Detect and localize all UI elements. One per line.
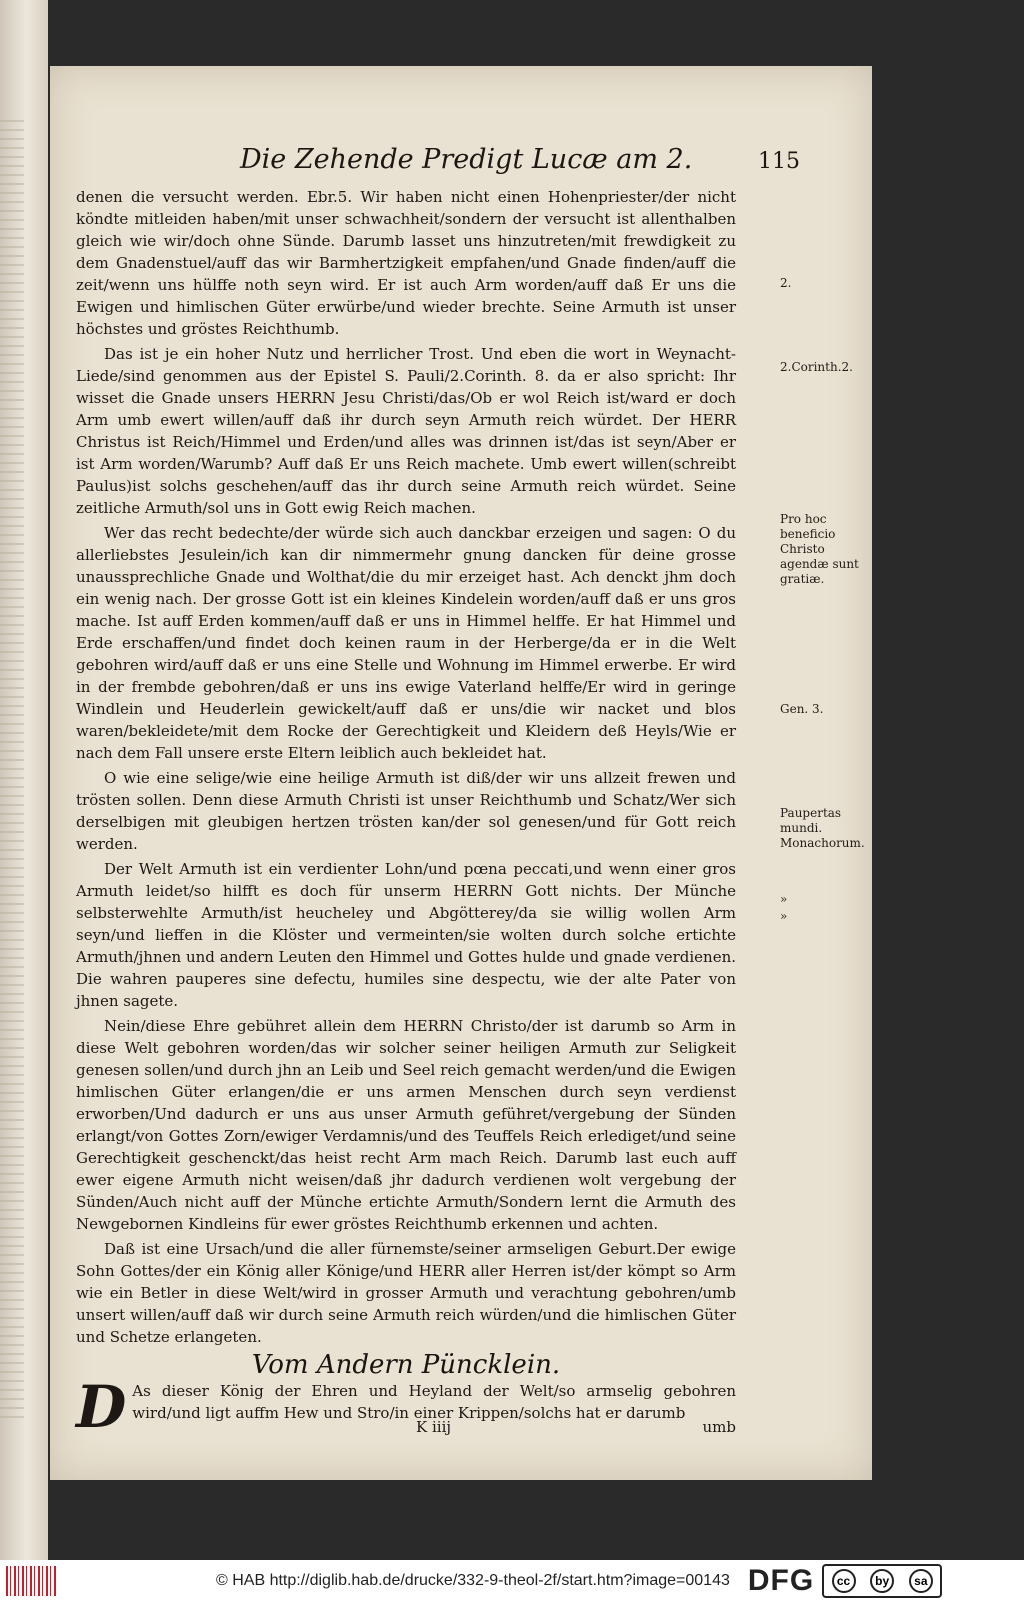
by-icon: by [870, 1569, 894, 1593]
facing-page-edge [0, 0, 48, 1560]
page-header [240, 144, 800, 180]
cc-icon: cc [832, 1569, 856, 1593]
cc-license-badge[interactable] [822, 1564, 942, 1598]
marginal-quote-mark: » [780, 892, 788, 906]
section-heading: Vom Andern Püncklein. [251, 1350, 561, 1380]
sa-icon: sa [909, 1569, 933, 1593]
facing-page-text-strip [0, 120, 24, 1420]
paragraph: O wie eine selige/wie eine heilige Armuth ist diß/der wir uns allzeit frewen und trösten sollen. Denn diese Armuth Christi ist unser Reichthumb und Schatz/Wer sich derselbigen mit gleubigen hertzen trösten kan/der sol genesen/und für Gott reich werden. [76, 769, 736, 853]
dfg-logo: DFG [747, 1563, 815, 1597]
book-page [50, 66, 872, 1480]
paragraph: Daß ist eine Ursach/und die aller fürnemste/seiner armseligen Geburt.Der ewige Sohn Gottes/der ein König aller Könige/und HERR aller Herren ist/der kömpt so Arm wie ein Betler in diese Welt/wird in grosser Armuth und verachtung gebohren/umb unsert willen/auff daß wir durch seine Armuth reich würden/und die himlischen Güter und Schetze erlangeten. [76, 1240, 736, 1346]
page-footer-line [76, 1418, 736, 1442]
marginal-note: 2.Corinth.2. [780, 360, 853, 374]
barcode-logo [6, 1566, 56, 1596]
main-text [76, 186, 736, 1441]
running-title: Die Zehende Predigt Lucæ am 2. [240, 144, 693, 175]
marginal-note: 2. [780, 276, 792, 290]
viewer-footer [0, 1560, 1024, 1601]
drop-cap-initial: D [76, 1373, 127, 1441]
paragraph: Das ist je ein hoher Nutz und herrlicher Trost. Und eben die wort in Weynacht-Liede/sind genommen aus der Epistel S. Pauli/2.Corinth. 8. da er also spricht: Ihr wisset die Gnade unsers HERRN Jesu Christi/das/Ob er wol Reich ist/ward er doch Arm umb ewert willen/auff daß ihr durch seyn Armuth reich würdet. Der HERR Christus ist Reich/Himmel und Erden/und alles was drinnen ist/das ist seyn/Aber er ist Arm worden/Warumb? Auff daß Er uns Reich machete. Umb ewert willen(schreibt Paulus)ist solchs geschehen/auff das ihr durch seine Armuth reich würdet. Seine zeitliche Armuth/sol uns in Gott ewig Reich machen. [76, 345, 736, 517]
paragraph: Nein/diese Ehre gebühret allein dem HERRN Christo/der ist darumb so Arm in diese Welt gebohren worden/das wir solcher seiner heiligen Armuth zur Seligkeit genesen sollen/und durch jhn an Leib und Seel reich gemacht werden/und die Ewigen himlischen Güter erlangen/die er uns armen Menschen durch seyn verdienst erworben/Und dadurch er uns aus unser Armuth geführet/vergebung der Sünden erlangt/von Gottes Zorn/ewiger Verdamnis/und des Teuffels Reich erlediget/und seine Gerechtigkeit geschenckt/das heist recht Arm mach Reich. Darumb last euch auff ewer eigene Armuth nicht weisen/daß jhr dadurch verdienen wolt vergebung der Sünden/Auch nicht auff der Münche ertichte Armuth/Sondern lernt die Armuth des Newgebornen Kindleins für ewer gröstes Reichthumb erkennen und achten. [76, 1017, 736, 1233]
signature-mark: K iiij [416, 1418, 452, 1436]
marginal-note: Paupertas mundi. Monachorum. [780, 806, 865, 850]
section-opening-text: As dieser König der Ehren und Heyland der Welt/so armselig gebohren wird/und ligt auffm Hew und Stro/in einer Krippen/solchs hat er darumb [132, 1382, 736, 1422]
paragraph: Wer das recht bedechte/der würde sich auch danckbar erzeigen und sagen: O du allerliebstes Jesulein/ich kan dir nimmermehr gnung dancken für deine grosse unaussprechliche Gnade und Wolthat/die du mir erzeiget hast. Ach denckt jhm doch ein wenig nach. Der grosse Gott ist ein kleines Kindelein worden/auff daß er uns gros mache. Ist auff Erden kommen/auff daß er uns in Himmel helffe. Er hat Himmel und Erde erschaffen/und findet doch keinen raum in der Herberge/da er in die Welt gebohren wird/auff daß er uns eine Stelle und Wohnung im Himmel erwerbe. Er wird in der frembde gebohren/daß er uns ins ewige Vaterland helffe/Er wird in geringe Windlein und Heuderlein gewickelt/auff daß er uns/die wir nacket und blos waren/bekleidete/mit dem Rocke der Gerechtigkeit und Kleidern deß Heyls/Wie er nach dem Fall unsere erste Eltern leiblich auch bekleidet hat. [76, 524, 736, 762]
marginal-note: Gen. 3. [780, 702, 824, 716]
marginal-quote-mark: » [780, 909, 788, 923]
catchword: umb [702, 1418, 736, 1436]
paragraph: Der Welt Armuth ist ein verdienter Lohn/und pœna peccati,und wenn einer gros Armuth leidet/so hilfft es doch für unserm HERRN Gott nichts. Der Münche selbsterwehlte Armuth/ist heucheley und Abgötterey/da sie willig wollen Arm seyn/und lieffen in die Klöster und vermeinten/sie wolten durch solche ertichte Armuth/jhnen und andern Leuten den Himmel und Gottes hulde und gnade verdienen. Die wahren pauperes sine defectu, humiles sine despectu, wie der alte Pater von jhnen sagete. [76, 860, 736, 1010]
marginal-note: Pro hoc beneficio Christo agendæ sunt gratiæ. [780, 512, 859, 586]
paragraph: denen die versucht werden. Ebr.5. Wir haben nicht einen Hohenpriester/der nicht köndte mitleiden haben/mit unser schwachheit/sondern der versucht ist allenthalben gleich wie wir/doch ohne Sünde. Darumb lasset uns hinzutreten/mit frewdigkeit zu dem Gnadenstuel/auff das wir Barmhertzigkeit empfahen/und Gnade finden/auff die zeit/wenn uns hülffe noth seyn wird. Er ist auch Arm worden/auff daß Er uns die Ewigen und himlischen Güter erwürbe/und wieder brechte. Seine Armuth ist unser höchstes und gröstes Reichthumb. [76, 188, 736, 338]
copyright-link[interactable]: © HAB http://diglib.hab.de/drucke/332-9-theol-2f/start.htm?image=00143 [216, 1571, 730, 1589]
page-number: 115 [758, 149, 800, 174]
